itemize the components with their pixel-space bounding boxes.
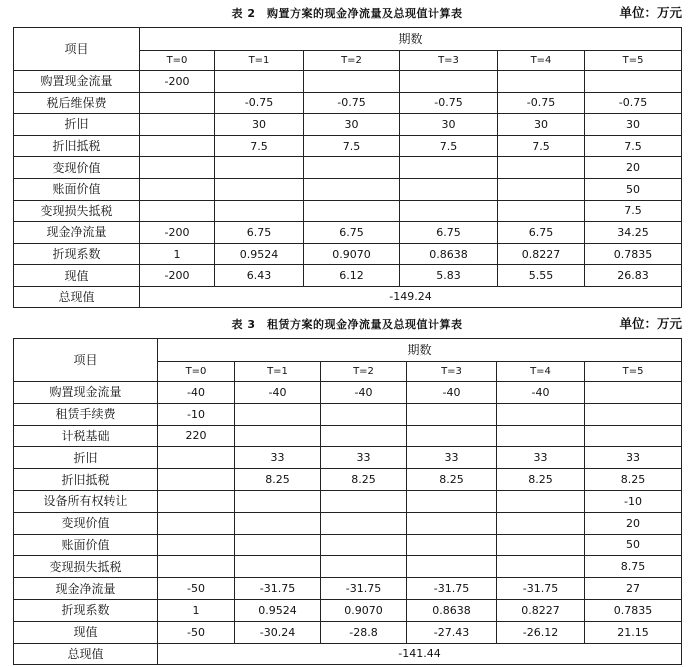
table-cell [215,178,304,200]
table-cell: 30 [304,114,400,136]
table2-total-row [14,286,682,307]
table-cell [215,200,304,222]
table2-period-0: T=0 [140,51,215,71]
table-cell: 0.9070 [304,243,400,265]
table-cell: 7.5 [304,135,400,157]
table-cell: 6.75 [304,222,400,244]
table-cell: -40 [321,382,407,404]
table-cell [140,114,215,136]
table2-period-2: T=2 [304,51,400,71]
table-cell: 5.83 [400,265,498,287]
table-row [14,490,682,512]
table-cell: 20 [585,157,682,179]
table-cell [585,382,682,404]
table-cell [235,490,321,512]
table3-body [14,382,682,644]
table-cell [585,71,682,93]
table3 [13,338,682,665]
table-cell [215,157,304,179]
table-cell: -31.75 [497,578,585,600]
table3-total-value: -141.44 [158,643,682,664]
table-cell [407,556,497,578]
table-cell [215,71,304,93]
table-cell: -40 [158,382,235,404]
table-cell: 21.15 [585,621,682,643]
row-label: 现金净流量 [14,222,140,244]
table-cell [140,200,215,222]
table-cell: 0.8227 [497,599,585,621]
row-label: 计税基础 [14,425,158,447]
row-label: 折旧 [14,114,140,136]
table-cell: 1 [140,243,215,265]
row-label: 变现损失抵税 [14,200,140,222]
table-cell [585,403,682,425]
table-cell: 30 [400,114,498,136]
table2-period-5: T=5 [585,51,682,71]
table-cell: -26.12 [497,621,585,643]
table-cell [158,447,235,469]
table-cell: 7.5 [400,135,498,157]
table-cell: 6.12 [304,265,400,287]
table3-period-0: T=0 [158,362,235,382]
table-row [14,178,682,200]
table-cell: 7.5 [498,135,585,157]
table3-total-row [14,643,682,664]
row-label: 购置现金流量 [14,382,158,404]
table-cell [321,490,407,512]
table-row [14,135,682,157]
table-cell: 33 [497,447,585,469]
table2-item-header: 项目 [14,28,140,71]
table-row [14,382,682,404]
table3-period-5: T=5 [585,362,682,382]
table2-period-3: T=3 [400,51,498,71]
row-label: 账面价值 [14,178,140,200]
table-cell: 7.5 [585,200,682,222]
table-cell: 30 [585,114,682,136]
row-label: 现金净流量 [14,578,158,600]
table-cell [407,403,497,425]
table-cell [400,178,498,200]
table3-caption [10,313,684,333]
table-cell: 33 [407,447,497,469]
table-cell: 6.75 [498,222,585,244]
table-cell: 0.8638 [400,243,498,265]
table-cell: -10 [158,403,235,425]
table-cell [400,200,498,222]
table-cell: 0.9524 [215,243,304,265]
table-cell [321,425,407,447]
table-cell [158,490,235,512]
table2-period-4: T=4 [498,51,585,71]
table-row [14,157,682,179]
table-cell: 33 [585,447,682,469]
table-cell [304,178,400,200]
table-cell: -40 [407,382,497,404]
table-cell [304,200,400,222]
table-cell [407,534,497,556]
table2-caption [10,2,684,22]
table-row [14,447,682,469]
table2 [13,27,682,308]
table-row [14,200,682,222]
table-cell: 7.5 [215,135,304,157]
table-cell: 26.83 [585,265,682,287]
table-cell [497,425,585,447]
table-row [14,469,682,491]
table-cell [235,512,321,534]
table-cell: -0.75 [400,92,498,114]
table-cell [235,556,321,578]
table2-total-value: -149.24 [140,286,682,307]
table2-period-1: T=1 [215,51,304,71]
table-cell: -50 [158,578,235,600]
table-cell: 8.25 [585,469,682,491]
table-cell [400,157,498,179]
table-cell [140,135,215,157]
table-cell: 34.25 [585,222,682,244]
table-cell: 0.9070 [321,599,407,621]
row-label: 购置现金流量 [14,71,140,93]
table-cell: 7.5 [585,135,682,157]
table-cell: -40 [497,382,585,404]
table2-period-header: 期数 [140,28,682,51]
table-cell: 8.25 [407,469,497,491]
table-row [14,512,682,534]
table-cell: 0.8638 [407,599,497,621]
row-label: 现值 [14,621,158,643]
table-row [14,114,682,136]
table-cell: -0.75 [498,92,585,114]
table3-total-label: 总现值 [14,643,158,664]
table-row [14,71,682,93]
table-cell [321,534,407,556]
table-cell [235,403,321,425]
table-cell [497,534,585,556]
row-label: 变现价值 [14,512,158,534]
table-cell [585,425,682,447]
table-cell: -27.43 [407,621,497,643]
table2-body [14,71,682,287]
table-cell: 8.25 [235,469,321,491]
table-cell [304,71,400,93]
table-cell: -0.75 [304,92,400,114]
table2-title: 表 2 购置方案的现金净流量及总现值计算表 [231,7,463,20]
table3-period-4: T=4 [497,362,585,382]
table3-period-2: T=2 [321,362,407,382]
table-cell: -50 [158,621,235,643]
table-cell [158,556,235,578]
table-cell [235,425,321,447]
table-cell [140,157,215,179]
table-cell [321,512,407,534]
table3-unit: 单位：万元 [619,316,682,331]
table-cell: -31.75 [235,578,321,600]
table-cell [407,512,497,534]
table-cell [498,157,585,179]
table-cell: 33 [235,447,321,469]
row-label: 折现系数 [14,243,140,265]
table3-period-1: T=1 [235,362,321,382]
table-cell: -0.75 [215,92,304,114]
table-cell: 6.43 [215,265,304,287]
table-cell [158,469,235,491]
table2-total-label: 总现值 [14,286,140,307]
table-cell: -30.24 [235,621,321,643]
row-label: 租赁手续费 [14,403,158,425]
table-cell: 30 [498,114,585,136]
table-cell [235,534,321,556]
table-cell: 50 [585,178,682,200]
row-label: 变现损失抵税 [14,556,158,578]
table-cell: -200 [140,222,215,244]
table3-item-header: 项目 [14,339,158,382]
table-cell [407,490,497,512]
table-cell: -40 [235,382,321,404]
table-cell: 20 [585,512,682,534]
table-row [14,556,682,578]
row-label: 折旧抵税 [14,469,158,491]
table-cell: 30 [215,114,304,136]
table-cell [321,403,407,425]
table-cell: -31.75 [407,578,497,600]
table-row [14,621,682,643]
table-cell: -200 [140,265,215,287]
table-cell [304,157,400,179]
table-cell [497,403,585,425]
table-cell: 27 [585,578,682,600]
table-cell [497,490,585,512]
table-row [14,403,682,425]
table-cell: -10 [585,490,682,512]
table-cell: -0.75 [585,92,682,114]
table-row [14,92,682,114]
table3-period-header: 期数 [158,339,682,362]
table3-title: 表 3 租赁方案的现金净流量及总现值计算表 [231,318,463,331]
table-cell [140,178,215,200]
table-cell: 33 [321,447,407,469]
table-cell [497,556,585,578]
table-cell: 0.7835 [585,243,682,265]
table-cell [158,512,235,534]
table-row [14,599,682,621]
table3-period-3: T=3 [407,362,497,382]
table-cell [497,512,585,534]
table-cell: 6.75 [215,222,304,244]
table-cell: 1 [158,599,235,621]
table-cell: 5.55 [498,265,585,287]
table-cell: -200 [140,71,215,93]
table-cell: 0.9524 [235,599,321,621]
table2-header-row [14,28,682,51]
table-row [14,222,682,244]
table-cell [321,556,407,578]
table-cell [140,92,215,114]
table-row [14,243,682,265]
row-label: 现值 [14,265,140,287]
row-label: 设备所有权转让 [14,490,158,512]
table-cell [498,200,585,222]
table-cell: 50 [585,534,682,556]
table-row [14,425,682,447]
row-label: 折旧抵税 [14,135,140,157]
row-label: 变现价值 [14,157,140,179]
table-cell: -28.8 [321,621,407,643]
row-label: 折旧 [14,447,158,469]
table-cell [158,534,235,556]
table-cell [407,425,497,447]
table2-unit: 单位：万元 [619,5,682,20]
table-row [14,265,682,287]
table-cell: 8.75 [585,556,682,578]
row-label: 账面价值 [14,534,158,556]
table-cell: -31.75 [321,578,407,600]
table-row [14,534,682,556]
table-cell [498,178,585,200]
table-cell: 8.25 [497,469,585,491]
table-cell: 6.75 [400,222,498,244]
table-cell: 0.7835 [585,599,682,621]
table-cell: 0.8227 [498,243,585,265]
row-label: 折现系数 [14,599,158,621]
row-label: 税后维保费 [14,92,140,114]
table-row [14,578,682,600]
table-cell [400,71,498,93]
table-cell: 220 [158,425,235,447]
table-cell [498,71,585,93]
table-cell: 8.25 [321,469,407,491]
table3-header-row [14,339,682,362]
